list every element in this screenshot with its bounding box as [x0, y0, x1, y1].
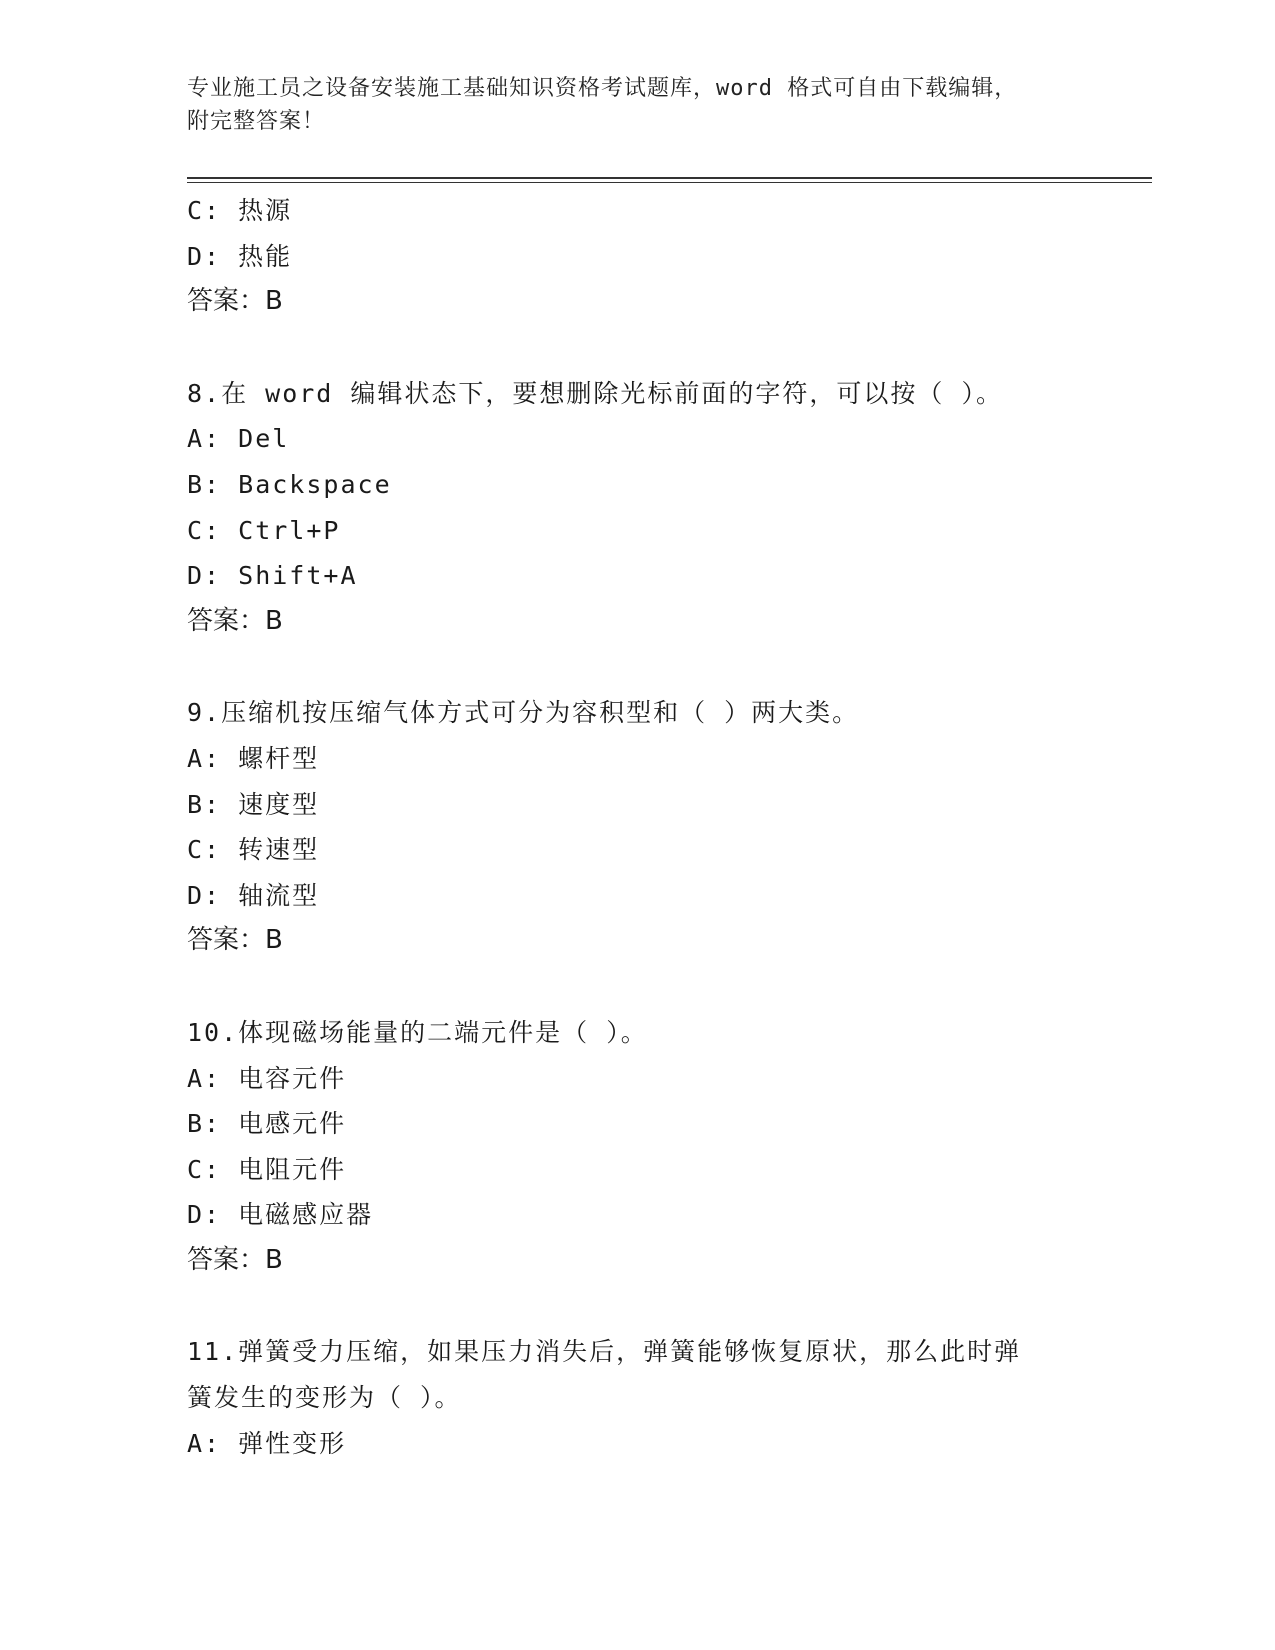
option-a: A: 电容元件 — [187, 1063, 347, 1093]
option-b: B: 速度型 — [187, 789, 320, 819]
question-stem: 9.压缩机按压缩气体方式可分为容积型和（ ）两大类。 — [187, 698, 860, 728]
option-d: D: 热能 — [187, 241, 293, 271]
header-divider-thick — [187, 177, 1152, 179]
option-d: D: Shift+A — [187, 561, 358, 591]
option-a: A: Del — [187, 424, 290, 454]
question-list — [187, 188, 1147, 1466]
option-c: C: Ctrl+P — [187, 515, 341, 545]
spacer — [187, 644, 1147, 690]
spacer — [187, 1283, 1147, 1329]
option-b: B: Backspace — [187, 469, 392, 499]
answer-line: 答案：B — [187, 605, 283, 636]
answer-line: 答案：B — [187, 925, 283, 956]
option-d: D: 轴流型 — [187, 880, 320, 910]
question-stem: 10.体现磁场能量的二端元件是（ ）。 — [187, 1017, 648, 1047]
option-c: C: 热源 — [187, 196, 293, 225]
option-c: C: 电阻元件 — [187, 1154, 347, 1184]
option-a: A: 弹性变形 — [187, 1428, 347, 1458]
header-divider-thin — [187, 182, 1152, 183]
spacer — [187, 964, 1147, 1010]
document-header — [187, 72, 1087, 138]
option-d: D: 电磁感应器 — [187, 1200, 374, 1230]
spacer — [187, 325, 1147, 371]
question-stem-line-2: 簧发生的变形为（ ）。 — [187, 1383, 462, 1413]
option-c: C: 转速型 — [187, 835, 320, 865]
question-stem: 8.在 word 编辑状态下，要想删除光标前面的字符，可以按（ ）。 — [187, 378, 1003, 408]
option-b: B: 电感元件 — [187, 1109, 347, 1139]
header-line-2: 附完整答案！ — [187, 109, 326, 134]
answer-line: 答案：B — [187, 286, 283, 317]
question-stem-line-1: 11.弹簧受力压缩，如果压力消失后，弹簧能够恢复原状，那么此时弹 — [187, 1337, 1022, 1367]
answer-line: 答案：B — [187, 1244, 283, 1275]
option-a: A: 螺杆型 — [187, 743, 320, 773]
header-line-1: 专业施工员之设备安装施工基础知识资格考试题库，word 格式可自由下载编辑， — [187, 76, 1018, 101]
